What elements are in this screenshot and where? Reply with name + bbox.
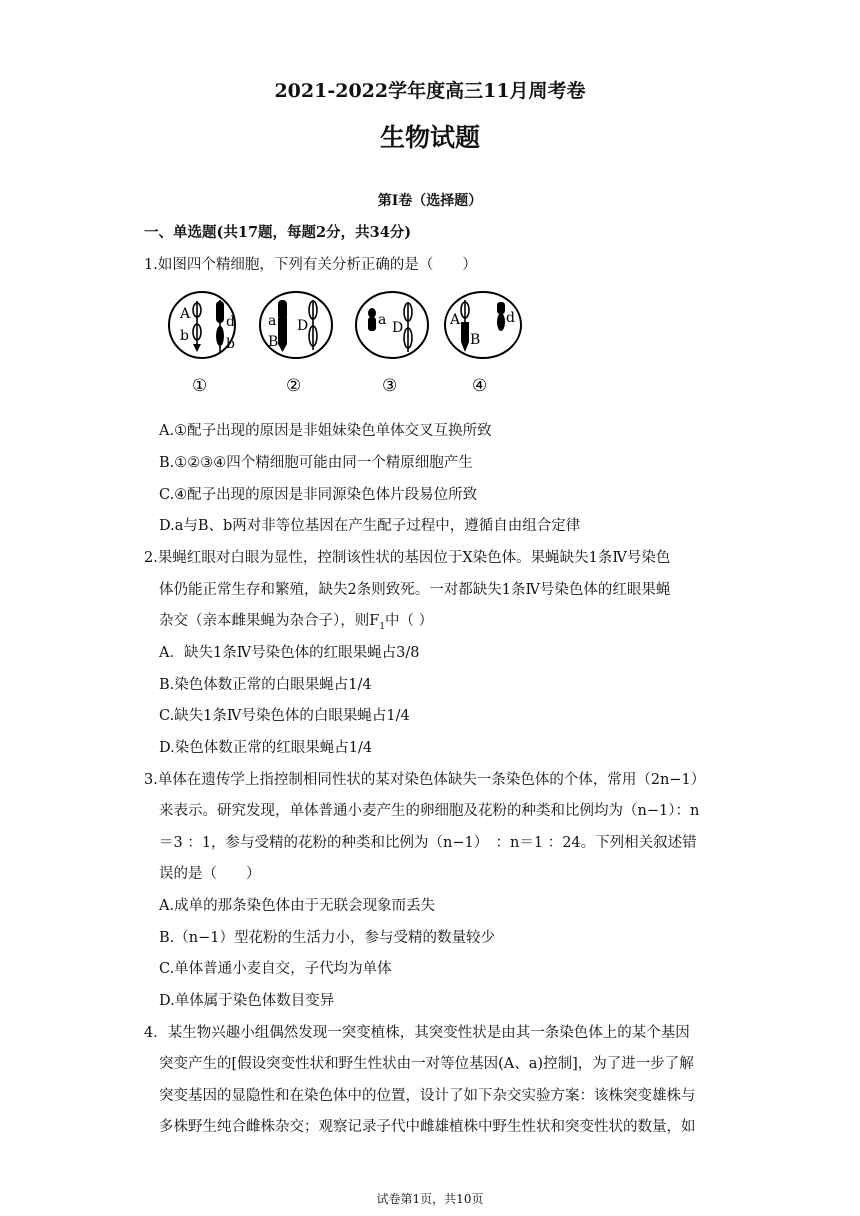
cell-4 — [445, 292, 521, 396]
cell-1-label-1: b — [180, 328, 189, 344]
q2-stem-line-2: 体仍能正常生存和繁殖，缺失2条则致死。一对都缺失1条Ⅳ号染色体的红眼果蝇 — [159, 582, 671, 598]
cell-3-label-0: a — [378, 312, 387, 328]
q2-stem-tail: 中（ ） — [385, 613, 434, 629]
cell-2-label-2: D — [297, 318, 309, 334]
q3-stem-line-3: ＝3 ：1，参与受精的花粉的种类和比例为（n−1） ：n＝1 ：24。下列相关叙述错 — [159, 835, 697, 851]
cell-1-number: ① — [192, 376, 208, 396]
q4-stem-line-3: 突变基因的显隐性和在染色体中的位置，设计了如下杂交实验方案：该株突变雄株与 — [159, 1088, 696, 1104]
q3-option-c: C.单体普通小麦自交，子代均为单体 — [159, 961, 392, 977]
q1-option-c: C.④配子出现的原因是非同源染色体片段易位所致 — [159, 487, 478, 503]
q2-option-a: A．缺失1条Ⅳ号染色体的红眼果蝇占3/8 — [159, 645, 420, 661]
cell-1-label-3: b — [226, 336, 235, 352]
sperm-cells-diagram — [160, 288, 540, 403]
cell-4-label-1: B — [470, 332, 481, 348]
q1-option-b: B.①②③④四个精细胞可能由同一个精原细胞产生 — [159, 455, 473, 471]
q2-option-d: D.染色体数正常的红眼果蝇占1/4 — [159, 740, 373, 756]
exam-subtitle: 生物试题 — [379, 123, 480, 152]
q2-stem-line-3 — [159, 609, 433, 632]
cell-1-label-2: d — [226, 314, 235, 330]
cell-4-number: ④ — [472, 376, 488, 396]
q3-option-b: B.（n−1）型花粉的生活力小，参与受精的数量较少 — [159, 930, 495, 946]
q3-stem-line-4: 误的是（ ） — [159, 866, 261, 882]
cell-4-label-0: A — [450, 312, 461, 328]
q2-option-b: B.染色体数正常的白眼果蝇占1/4 — [159, 677, 372, 693]
q1-option-d: D.a与B、b两对非等位基因在产生配子过程中，遵循自由组合定律 — [159, 518, 581, 534]
cell-3-number: ③ — [382, 376, 398, 396]
cell-2 — [260, 292, 332, 396]
cell-3-label-1: D — [392, 320, 404, 336]
page-footer: 试卷第1页，共10页 — [376, 1192, 484, 1206]
part-heading: 第Ⅰ卷（选择题） — [377, 193, 483, 209]
cell-2-label-1: B — [268, 334, 279, 350]
q2-stem-text: 杂交（亲本雌果蝇为杂合子），则F — [159, 613, 380, 629]
q4-stem-line-2: 突变产生的[假设突变性状和野生性状由一对等位基因(A、a)控制]，为了进一步了解 — [159, 1056, 694, 1072]
exam-title: 2021-2022学年度高三11月周考卷 — [274, 80, 586, 102]
q1-option-a: A.①配子出现的原因是非姐妹染色单体交叉互换所致 — [159, 423, 492, 439]
q3-stem-line-1: 3.单体在遗传学上指控制相同性状的某对染色体缺失一条染色体的个体，常用（2n−1） — [144, 772, 706, 788]
cell-1-label-0: A — [180, 306, 191, 322]
q4-stem-line-1: 4．某生物兴趣小组偶然发现一突变植株，其突变性状是由其一条染色体上的某个基因 — [144, 1025, 690, 1041]
q3-stem-line-2: 来表示。研究发现，单体普通小麦产生的卵细胞及花粉的种类和比例均为（n−1）：n — [159, 803, 700, 819]
cell-3 — [356, 292, 428, 396]
q1-stem: 1.如图四个精细胞，下列有关分析正确的是（ ） — [144, 257, 477, 273]
q2-option-c: C.缺失1条Ⅳ号染色体的白眼果蝇占1/4 — [159, 708, 410, 724]
cell-1 — [169, 292, 235, 396]
cell-2-number: ② — [286, 376, 302, 396]
q3-option-a: A.成单的那条染色体由于无联会现象而丢失 — [159, 898, 436, 914]
sperm-cells-figure — [160, 288, 540, 403]
cell-2-label-0: a — [268, 313, 277, 329]
section-heading: 一、单选题(共17题，每题2分，共34分) — [144, 224, 412, 241]
q2-stem-line-1: 2.果蝇红眼对白眼为显性，控制该性状的基因位于X染色体。果蝇缺失1条Ⅳ号染色 — [144, 550, 671, 566]
q2-subscript: 1 — [379, 621, 386, 632]
q3-option-d: D.单体属于染色体数目变异 — [159, 993, 335, 1009]
q4-stem-line-4: 多株野生纯合雌株杂交；观察记录子代中雌雄植株中野生性状和突变性状的数量，如 — [159, 1119, 696, 1135]
cell-4-label-2: d — [506, 310, 515, 326]
